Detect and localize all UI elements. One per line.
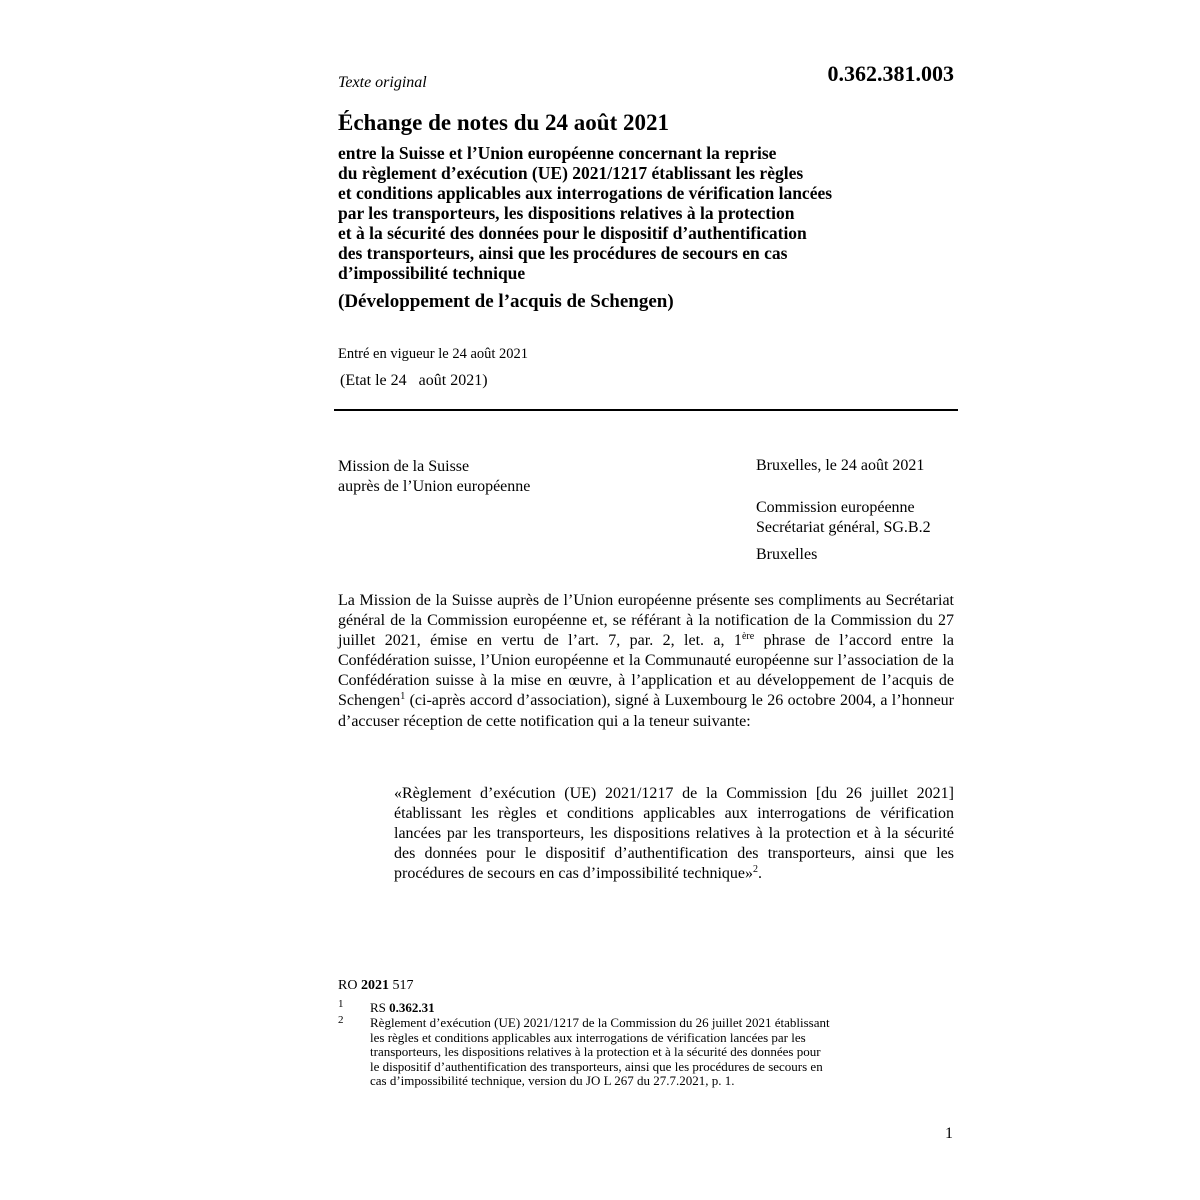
footnote-ref-2: 2 [753, 864, 758, 876]
footnote-2-text [370, 1016, 955, 1089]
footnote-line: Règlement d’exécution (UE) 2021/1217 de la Commission du 26 juillet 2021 établissant [370, 1015, 830, 1030]
subtitle-line: et à la sécurité des données pour le dispositif d’authentification [338, 223, 807, 243]
ro-page: 517 [388, 978, 414, 993]
recipient-line: Secrétariat général, SG.B.2 [756, 519, 931, 536]
header-divider [334, 409, 958, 411]
subtitle-line: du règlement d’exécution (UE) 2021/1217 établissant les règles [338, 163, 804, 183]
subtitle-line: des transporteurs, ainsi que les procédures de secours en cas [338, 243, 788, 263]
recipient-city: Bruxelles [756, 546, 818, 563]
ro-reference [338, 978, 413, 994]
footnote-line: le dispositif d’authentification des transporteurs, ainsi que les procédures de secours en [370, 1058, 823, 1074]
sender-line: Mission de la Suisse [338, 458, 470, 475]
footnote-line: transporteurs, les dispositions relatives à la protection et à la sécurité des données pour [370, 1044, 821, 1060]
subtitle-line: entre la Suisse et l’Union européenne concernant la reprise [338, 143, 777, 163]
ro-prefix: RO [338, 978, 361, 993]
body-text-part: phrase de l’accord entre la Confédération suisse, l’Union européenne et la Communauté européenne sur l’association de la Confédération suisse à la mise en œuvre, à l’application et au développement de l’acquis de Schengen [338, 632, 954, 710]
quote-end: . [758, 865, 762, 883]
fn1-ref: 0.362.31 [389, 1000, 435, 1015]
footnote-line: les règles et conditions applicables aux interrogations de vérification lancées par les [370, 1029, 806, 1045]
sr-number: 0.362.381.003 [827, 61, 954, 86]
original-text-label: Texte original [338, 74, 427, 91]
document-title: Échange de notes du 24 août 2021 [338, 110, 669, 135]
entry-into-force: Entré en vigueur le 24 août 2021 [338, 346, 529, 362]
recipient-block [756, 498, 931, 538]
place-and-date: Bruxelles, le 24 août 2021 [756, 457, 925, 474]
subtitle-line: par les transporteurs, les dispositions relatives à la protection [338, 203, 795, 223]
ro-year: 2021 [360, 978, 389, 993]
page-number: 1 [945, 1125, 953, 1142]
status-date: (Etat le 24 août 2021) [340, 372, 488, 389]
schengen-development-note: (Développement de l’acquis de Schengen) [338, 291, 674, 312]
document-subtitle [338, 143, 978, 283]
footnote-ref-1: 1 [400, 691, 406, 703]
footnote-1-text [370, 1000, 435, 1016]
sender-block [338, 457, 530, 497]
footnote-1-number: 1 [338, 998, 344, 1010]
quoted-regulation [394, 784, 954, 884]
letter-body-paragraph [338, 591, 954, 732]
sender-line: auprès de l’Union européenne [338, 478, 531, 495]
footnote-line: cas d’impossibilité technique, version du JO L 267 du 27.7.2021, p. 1. [370, 1073, 735, 1089]
body-text-part: La Mission de la Suisse auprès de l’Union européenne présente ses compliments au Secrétariat général de la Commission européenne et, se référant à la notification de la Commission du 27 juillet 2021, émise en vertu de l’art. 7, par. 2, let. a, 1 [338, 592, 954, 650]
subtitle-line: d’impossibilité technique [338, 263, 526, 283]
subtitle-line: et conditions applicables aux interrogations de vérification lancées [338, 183, 833, 203]
quote-text: «Règlement d’exécution (UE) 2021/1217 de la Commission [du 26 juillet 2021] établissant les règles et conditions applicables aux interrogations de vérification lancées par les transporteurs, les dispositions relatives à la protection et à la sécurité des données pour le dispositif d’authentification des transporteurs, ainsi que les procédures de secours en cas d’impossibilité technique» [394, 785, 954, 883]
superscript-ere: ère [741, 631, 755, 643]
recipient-line: Commission européenne [756, 499, 915, 516]
fn1-prefix: RS [370, 1000, 390, 1015]
footnote-2-number: 2 [338, 1014, 344, 1026]
body-text-part: (ci-après accord d’association), signé à Luxembourg le 26 octobre 2004, a l’honneur d’accuser réception de cette notification qui a la teneur suivante: [338, 692, 954, 730]
